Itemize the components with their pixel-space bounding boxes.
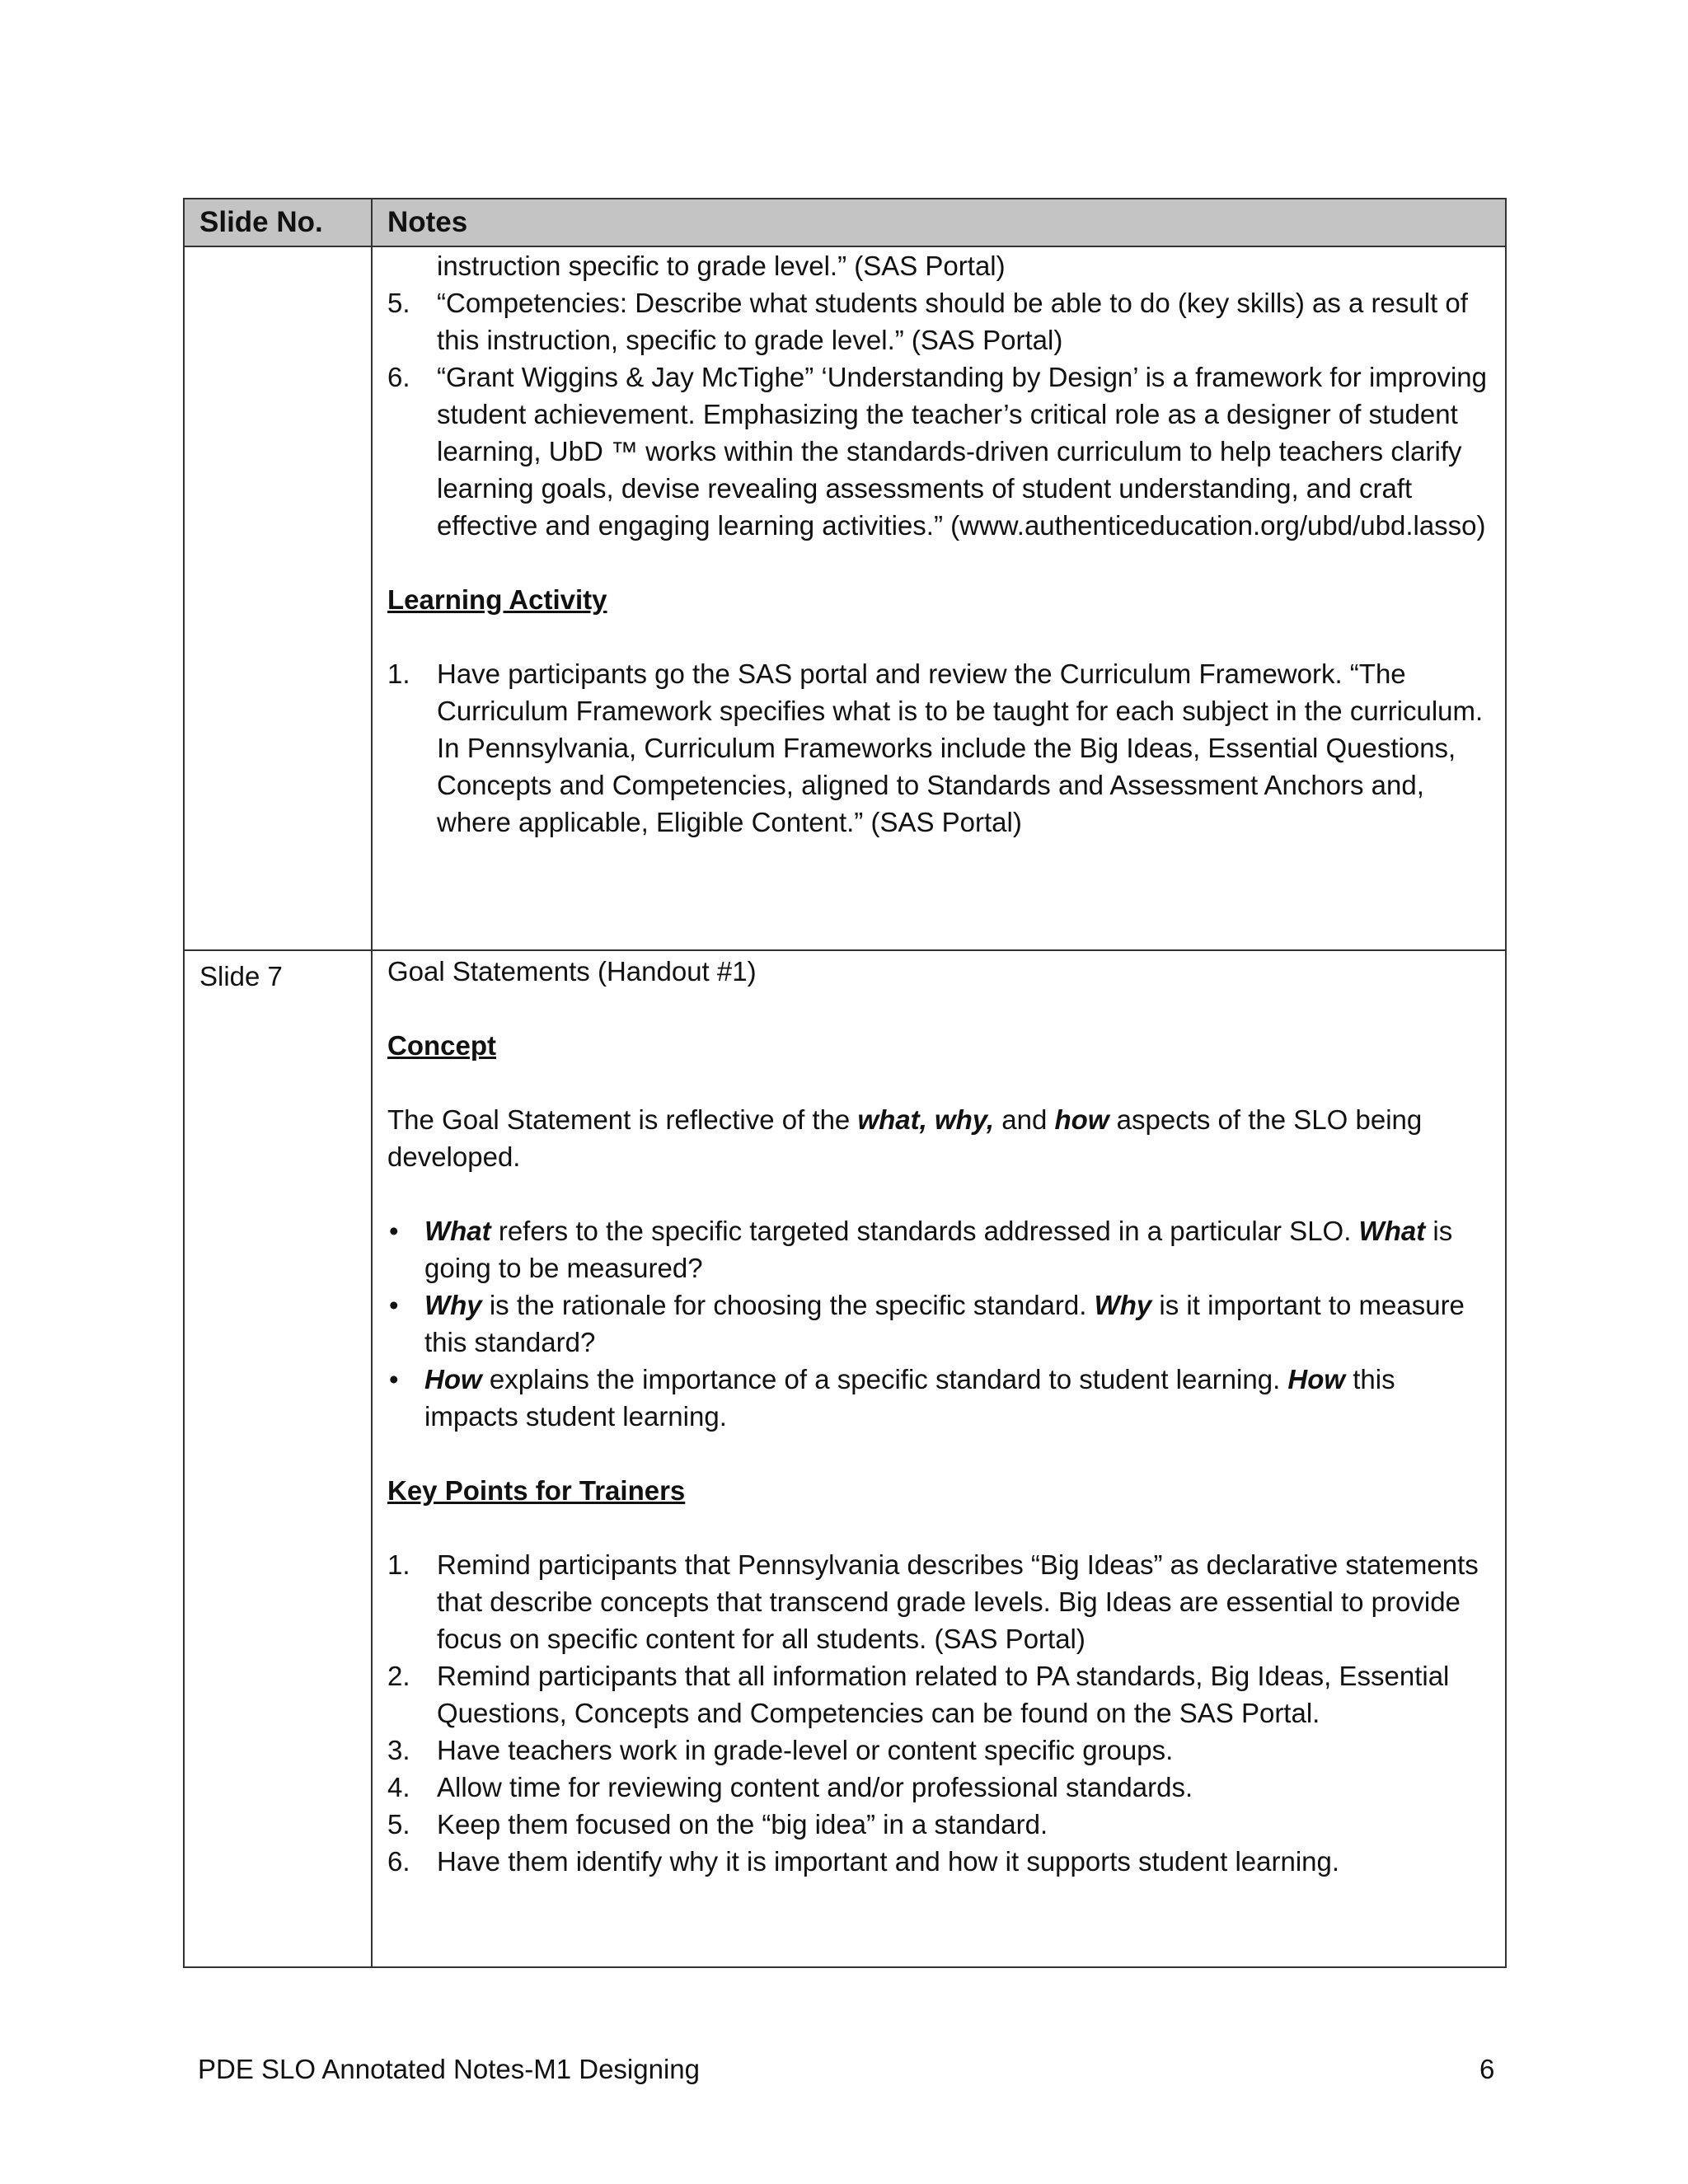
continued-list [387, 284, 1493, 544]
goal-statements-title: Goal Statements (Handout #1) [387, 956, 757, 987]
bullet-text: is the rationale for choosing the specific standard. [481, 1290, 1095, 1320]
bullet-text: is going to be measured? [424, 1216, 1453, 1283]
list-text: Remind participants that Pennsylvania describes “Big Ideas” as declarative statements that describe concepts that transcend grade levels. Big Ideas are essential to provide focus on specific content for all students. (SAS Portal) [437, 1549, 1479, 1654]
what-why-how-list [387, 1212, 1493, 1435]
list-number: 2. [387, 1661, 410, 1691]
list-item [387, 655, 1493, 841]
list-text: Allow time for reviewing content and/or professional standards. [437, 1772, 1193, 1802]
list-number: 5. [387, 288, 410, 318]
list-item [387, 1212, 1493, 1286]
concept-text: The Goal Statement is reflective of the [387, 1104, 858, 1135]
footer-title: PDE SLO Annotated Notes-M1 Designing [198, 2054, 701, 2084]
list-number: 6. [387, 362, 410, 392]
table-row [184, 246, 1506, 950]
key-points-list [387, 1546, 1493, 1880]
list-number: 1. [387, 658, 410, 689]
list-item [387, 1286, 1493, 1361]
bullet-text: explains the importance of a specific standard to student learning. [481, 1364, 1288, 1394]
bullet-icon: • [389, 1290, 399, 1320]
list-number: 6. [387, 1846, 410, 1877]
bullet-text: this impacts student learning. [424, 1364, 1395, 1432]
list-item [387, 284, 1493, 359]
learning-activity-heading: Learning Activity [387, 584, 607, 615]
bullet-icon: • [389, 1216, 399, 1246]
concept-heading: Concept [387, 1030, 496, 1061]
list-item [387, 1546, 1493, 1657]
slide-no-header: Slide No. [184, 199, 372, 246]
notes-cell-slide7 [372, 950, 1506, 1967]
bullet-emphasis: How [1287, 1364, 1346, 1394]
concept-text: aspects of the SLO being developed. [387, 1104, 1423, 1172]
slide-label: Slide 7 [184, 950, 372, 1967]
list-text: “Competencies: Describe what students should be able to do (key skills) as a result of this instruction, specific to grade level.” (SAS Portal) [437, 288, 1468, 355]
bullet-emphasis: Why [1094, 1290, 1152, 1320]
list-item [387, 359, 1493, 544]
list-number: 5. [387, 1809, 410, 1840]
list-item [387, 1732, 1493, 1769]
list-text: Remind participants that all information related to PA standards, Big Ideas, Essential Questions, Concepts and Competencies can be found on the SAS Portal. [437, 1661, 1450, 1728]
learning-activity-list [387, 655, 1493, 841]
list-item [387, 1657, 1493, 1732]
notes-header: Notes [372, 199, 1506, 246]
bullet-icon: • [389, 1364, 399, 1394]
concept-emphasis: how [1054, 1104, 1109, 1135]
page-number: 6 [1479, 2054, 1495, 2084]
concept-text: and [994, 1104, 1055, 1135]
table-header-row [184, 199, 1506, 246]
notes-table [183, 198, 1507, 1968]
table-row [184, 950, 1506, 1967]
bullet-text: is it important to measure this standard? [424, 1290, 1465, 1357]
list-item [387, 1361, 1493, 1435]
continued-first-line: instruction specific to grade level.” (SAS Portal) [437, 251, 1006, 281]
list-item [387, 1843, 1493, 1880]
list-item [387, 1769, 1493, 1806]
list-item [387, 1806, 1493, 1843]
slide-cell-empty [184, 246, 372, 950]
list-number: 4. [387, 1772, 410, 1802]
bullet-emphasis: How [424, 1364, 482, 1394]
bullet-emphasis: Why [424, 1290, 482, 1320]
list-text: “Grant Wiggins & Jay McTighe” ‘Understanding by Design’ is a framework for improving student achievement. Emphasizing the teacher’s critical role as a designer of student learning, UbD ™ works within the standards-driven curriculum to help teachers clarify learning goals, devise revealing assessments of student understanding, and craft effective and engaging learning activities.” (www.authenticeducation.org/ubd/ubd.lasso) [437, 362, 1488, 541]
concept-emphasis: what, why, [857, 1104, 995, 1135]
notes-cell-continued [372, 246, 1506, 950]
list-number: 3. [387, 1735, 410, 1765]
key-points-heading: Key Points for Trainers [387, 1475, 686, 1506]
bullet-emphasis: What [424, 1216, 491, 1246]
bullet-emphasis: What [1358, 1216, 1426, 1246]
list-text: Have participants go the SAS portal and review the Curriculum Framework. “The Curriculum Framework specifies what is to be taught for each subject in the curriculum. In Pennsylvania, Curriculum Frameworks include the Big Ideas, Essential Questions, Concepts and Competencies, aligned to Standards and Assessment Anchors and, where applicable, Eligible Content.” (SAS Portal) [437, 658, 1484, 837]
list-text: Have teachers work in grade-level or content specific groups. [437, 1735, 1174, 1765]
list-text: Have them identify why it is important and how it supports student learning. [437, 1846, 1340, 1877]
list-number: 1. [387, 1549, 410, 1580]
bullet-text: refers to the specific targeted standards addressed in a particular SLO. [490, 1216, 1359, 1246]
concept-paragraph [387, 1101, 1493, 1175]
list-text: Keep them focused on the “big idea” in a standard. [437, 1809, 1048, 1840]
